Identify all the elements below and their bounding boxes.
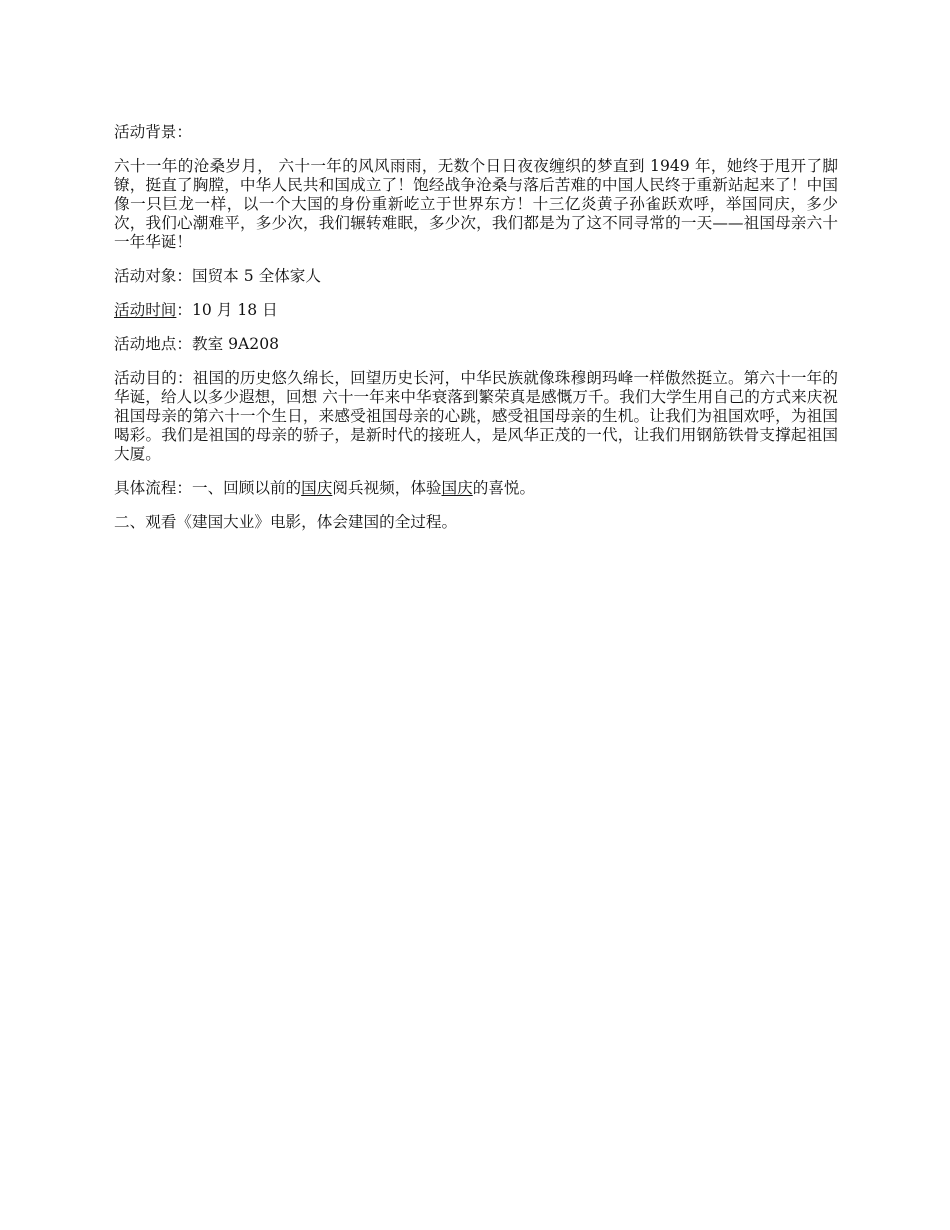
activity-purpose: 活动目的：祖国的历史悠久绵长，回望历史长河，中华民族就像珠穆朗玛峰一样傲然挺立。第六十一年的华诞，给人以多少遐想，回想 六十一年来中华衰落到繁荣真是感慨万千。我们大学生用自己的方式来庆祝祖国母亲的第六十一个生日，来感受祖国母亲的心跳，感受祖国母亲的生机。让我们为祖国欢呼，为祖国喝彩。我们是祖国的母亲的骄子，是新时代的接班人，是风华正茂的一代，让我们用钢筋铁骨支撑起祖国大厦。 — [114, 369, 838, 463]
national-day-term-1: 国庆 — [301, 479, 333, 497]
activity-time-label: 活动时间 — [114, 301, 177, 319]
activity-location: 活动地点：教室 9A208 — [114, 335, 280, 353]
background-paragraph: 六十一年的沧桑岁月， 六十一年的风风雨雨，无数个日日夜夜缠织的梦直到 1949 年，她终于甩开了脚镣，挺直了胸膛，中华人民共和国成立了！饱经战争沧桑与落后苦难的中国人民终于重新站起来了！中国像一只巨龙一样，以一个大国的身份重新屹立于世界东方！十三亿炎黄子孙雀跃欢呼，举国同庆，多少次，我们心潮难平，多少次，我们辗转难眠，多少次，我们都是为了这不同寻常的一天——祖国母亲六十一年华诞！ — [114, 157, 838, 251]
activity-process — [114, 479, 838, 498]
process-step-two: 二、观看《建国大业》电影，体会建国的全过程。 — [114, 513, 458, 531]
national-day-term-2: 国庆 — [441, 479, 473, 497]
activity-target: 活动对象：国贸本 5 全体家人 — [114, 267, 321, 285]
background-heading: 活动背景： — [114, 123, 192, 141]
process-text-2: 阅兵视频，体验 — [332, 479, 442, 497]
activity-time-value: ：10 月 18 日 — [176, 301, 278, 319]
process-text-1: 具体流程：一、回顾以前的 — [114, 479, 302, 497]
process-text-3: 的喜悦。 — [472, 479, 536, 497]
activity-time — [114, 301, 838, 320]
document-body — [114, 123, 838, 547]
